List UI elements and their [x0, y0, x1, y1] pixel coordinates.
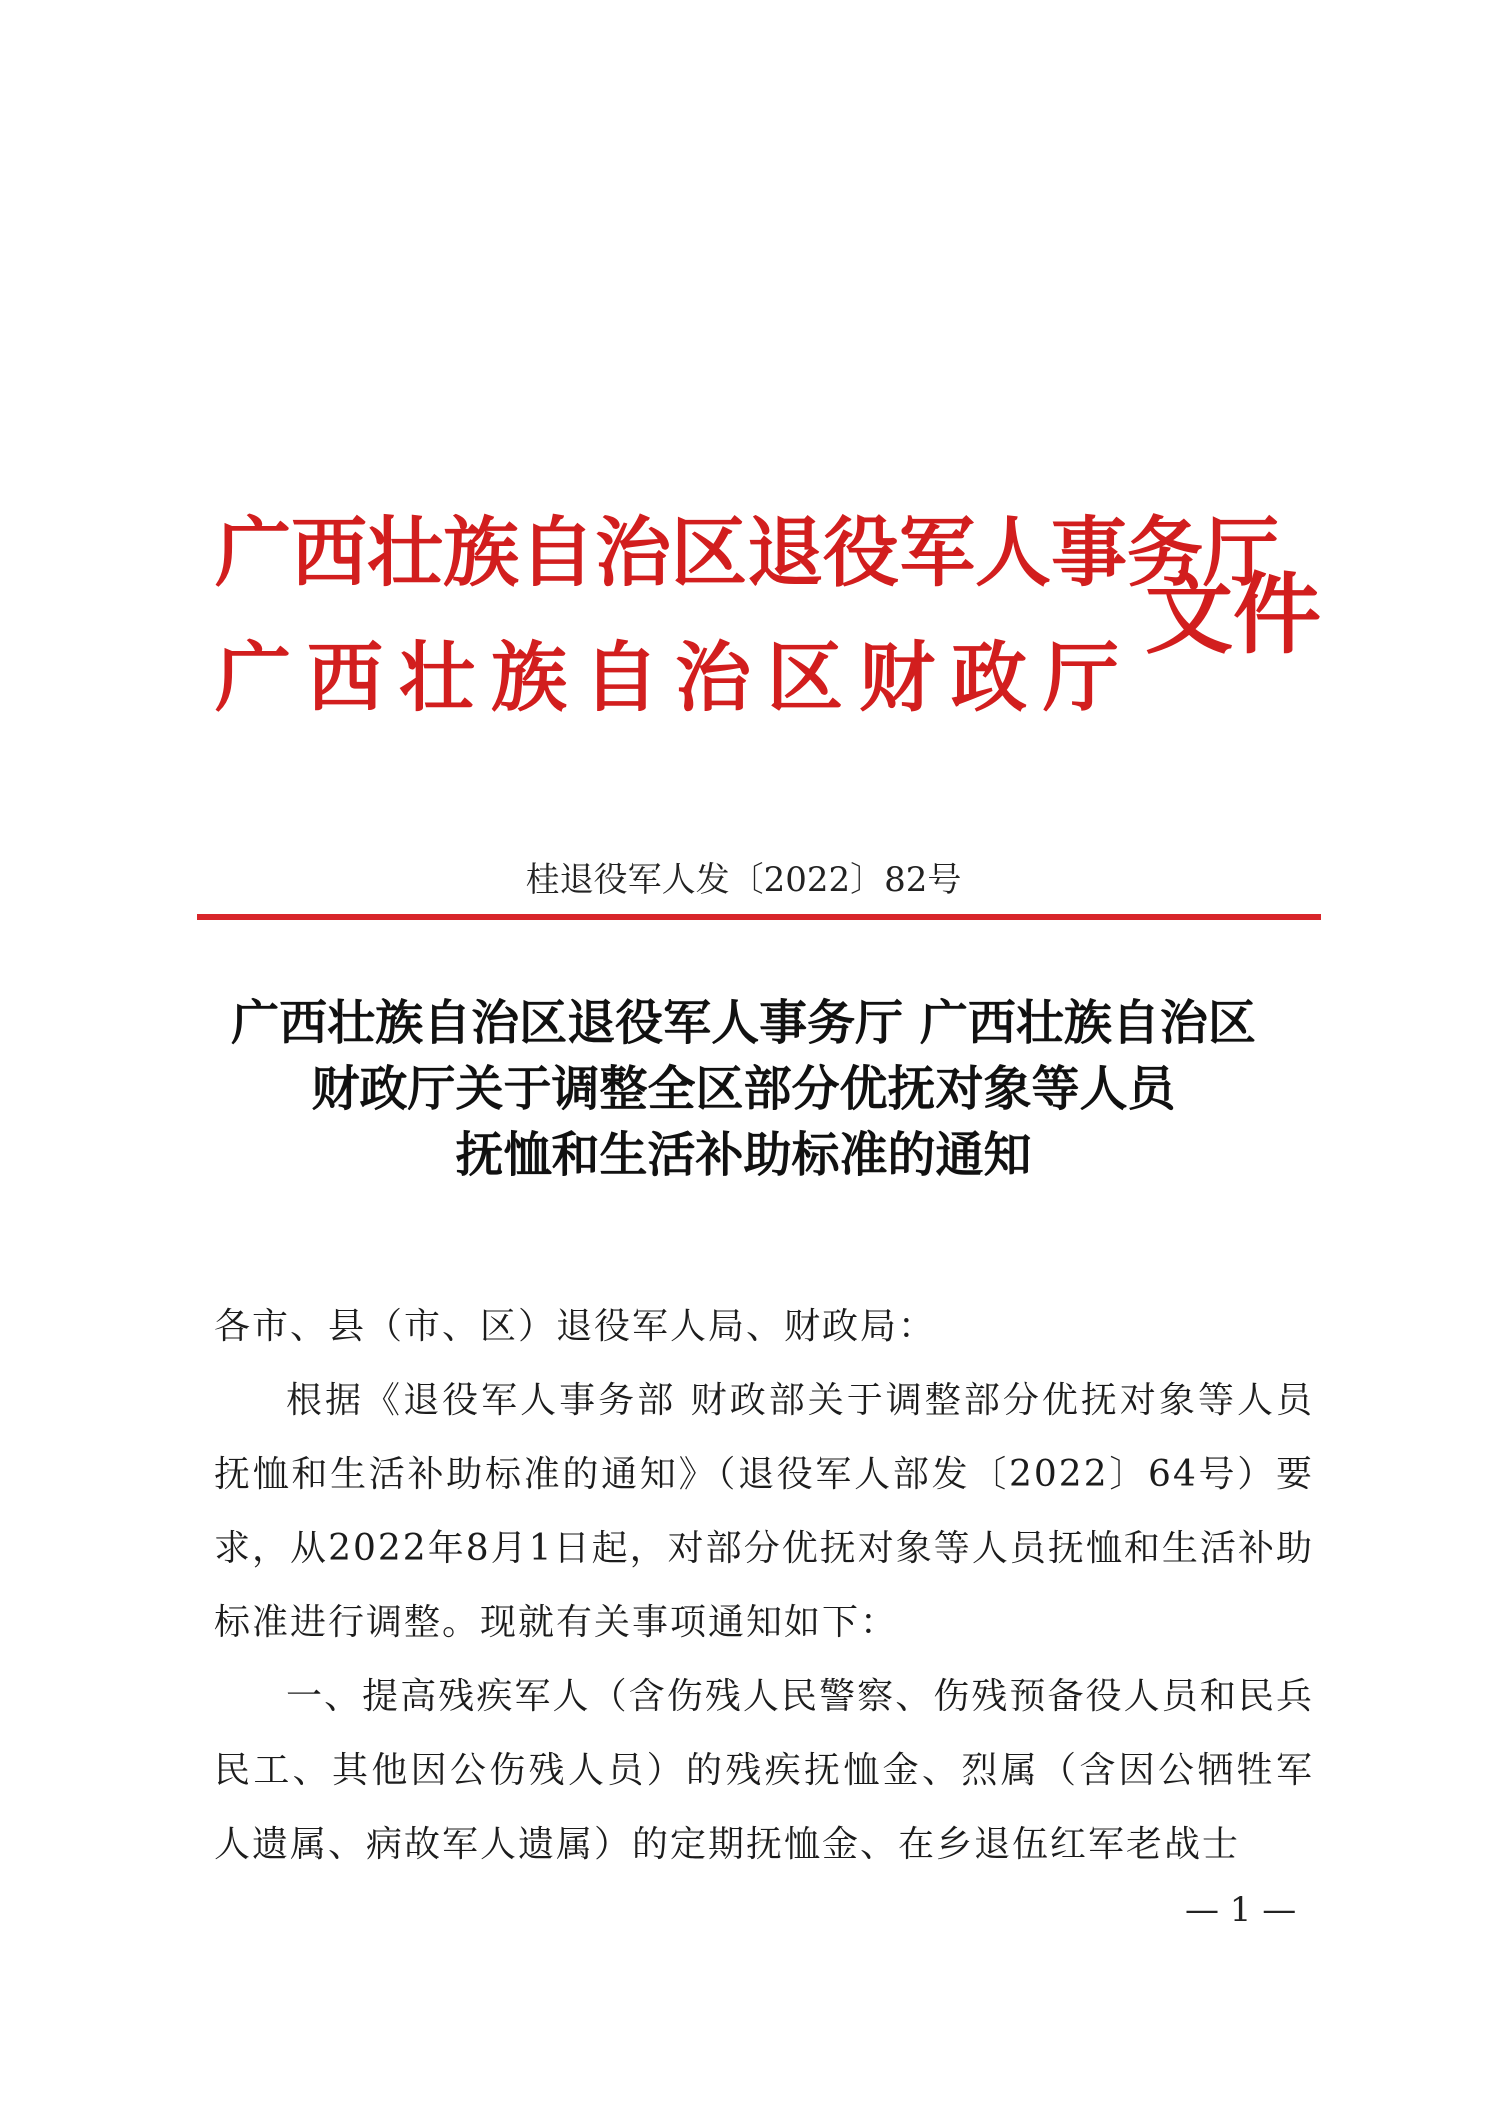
title-line-2: 财政厅关于调整全区部分优抚对象等人员	[311, 1061, 1176, 1117]
file-word: 文件	[1145, 562, 1322, 666]
document-number: 桂退役军人发〔2022〕82号	[525, 860, 962, 900]
issuer-veterans-affairs: 广西壮族自治区退役军人事务厅	[215, 508, 1279, 597]
page-number: — 1 —	[1185, 1890, 1297, 1930]
salutation: 各市、县（市、区）退役军人局、财政局：	[214, 1306, 937, 1347]
red-masthead	[215, 505, 1322, 755]
body-paragraph-2: 一、提高残疾军人（含伤残人民警察、伤残预备役人员和民兵民工、其他因公伤残人员）的残疾抚恤金、烈属（含因公牺牲军人遗属、病故军人遗属）的定期抚恤金、在乡退伍红军老战士	[214, 1676, 1314, 1865]
body-paragraph-1: 根据《退役军人事务部 财政部关于调整部分优抚对象等人员抚恤和生活补助标准的通知》（退役军人部发〔2022〕64号）要求，从2022年8月1日起，对部分优抚对象等人员抚恤和生活补助标准进行调整。现就有关事项通知如下：	[214, 1380, 1314, 1643]
document-body	[214, 1290, 1314, 1882]
document-title	[160, 990, 1327, 1188]
title-line-1: 广西壮族自治区退役军人事务厅 广西壮族自治区	[231, 995, 1256, 1051]
red-divider-rule	[197, 914, 1321, 920]
title-line-3: 抚恤和生活补助标准的通知	[455, 1127, 1032, 1183]
issuer-finance: 广西壮族自治区财政厅	[215, 633, 1135, 722]
